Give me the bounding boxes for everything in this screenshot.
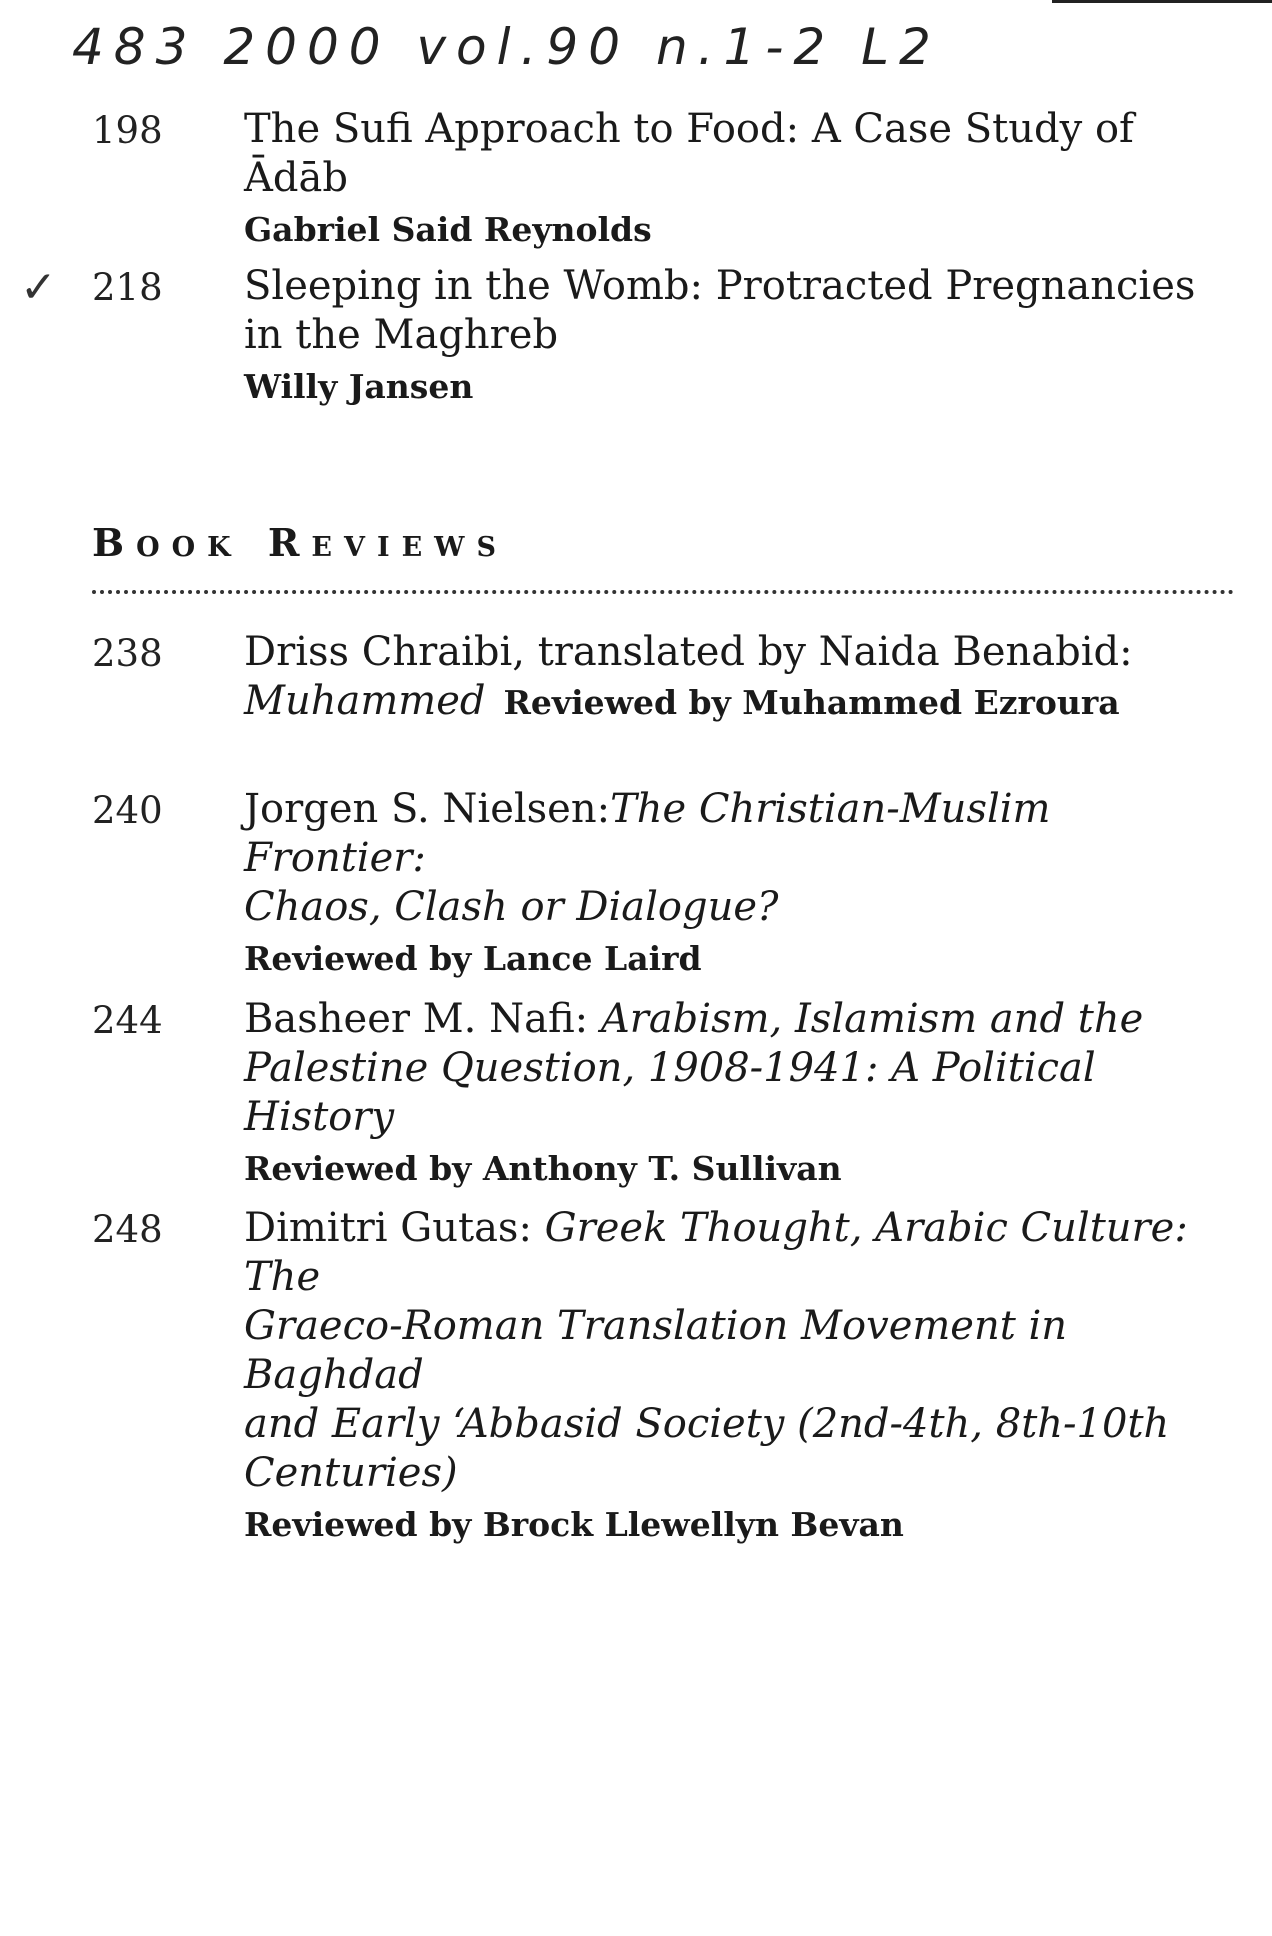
review-lead: Dimitri Gutas: — [244, 1205, 532, 1251]
entry-body — [244, 628, 1224, 727]
review-title-line — [244, 785, 1224, 883]
article-author: Willy Jansen — [244, 367, 474, 406]
reviewer: Reviewed by Anthony T. Sullivan — [244, 1149, 842, 1188]
review-title-line — [244, 1044, 1224, 1142]
book-title: Arabism, Islamism and the — [600, 996, 1144, 1042]
handwritten-annotation: 483 2000 vol.90 n.1-2 L2 — [72, 18, 941, 76]
book-title: Centuries) — [244, 1450, 458, 1496]
entry-body — [244, 785, 1224, 980]
article-title-line: in the Maghreb — [244, 312, 559, 358]
entry-body — [244, 262, 1224, 408]
book-title: Palestine Question, 1908-1941: A Political History — [244, 1045, 1096, 1140]
book-title: Muhammed — [244, 678, 486, 724]
book-title: Chaos, Clash or Dialogue? — [244, 884, 779, 930]
page-number: 244 — [92, 999, 163, 1042]
page-number: 218 — [92, 266, 163, 309]
review-title-line — [244, 883, 1224, 932]
review-title-line — [244, 1204, 1224, 1302]
review-title-line — [244, 1400, 1224, 1449]
review-title-line — [244, 995, 1224, 1044]
page-number: 248 — [92, 1208, 163, 1251]
reviewer: Reviewed by Muhammed Ezroura — [503, 683, 1120, 722]
top-edge-rule — [1052, 0, 1272, 3]
reviewer: Reviewed by Lance Laird — [244, 939, 702, 978]
review-lead: Basheer M. Nafi: — [244, 996, 589, 1042]
book-title: Graeco-Roman Translation Movement in Baghdad — [244, 1303, 1068, 1398]
page-number: 198 — [92, 109, 163, 152]
book-title: Greek Thought, Arabic Culture: The — [244, 1205, 1188, 1300]
article-title: The Sufi Approach to Food: A Case Study of Ādāb — [244, 106, 1134, 201]
review-lead: Driss Chraibi, translated by Naida Benabid: — [244, 629, 1133, 675]
check-mark-icon: ✓ — [20, 262, 57, 313]
review-title-line — [244, 1449, 1224, 1498]
page-number: 238 — [92, 632, 163, 675]
entry-body — [244, 105, 1224, 251]
page-number: 240 — [92, 789, 163, 832]
entry-body — [244, 995, 1224, 1190]
reviewer: Reviewed by Brock Llewellyn Bevan — [244, 1505, 904, 1544]
book-title: The Christian-Muslim Frontier: — [244, 786, 1051, 881]
book-title: and Early ‘Abbasid Society (2nd-4th, 8th-10th — [244, 1401, 1170, 1447]
review-title-line — [244, 1302, 1224, 1400]
article-title-line: Sleeping in the Womb: Protracted Pregnancies — [244, 263, 1196, 309]
entry-body — [244, 1204, 1224, 1546]
article-author: Gabriel Said Reynolds — [244, 210, 652, 249]
dotted-divider — [92, 590, 1234, 594]
section-heading-book-reviews: Book Reviews — [92, 520, 508, 565]
review-lead: Jorgen S. Nielsen: — [244, 786, 611, 832]
review-book-line — [244, 677, 1224, 727]
